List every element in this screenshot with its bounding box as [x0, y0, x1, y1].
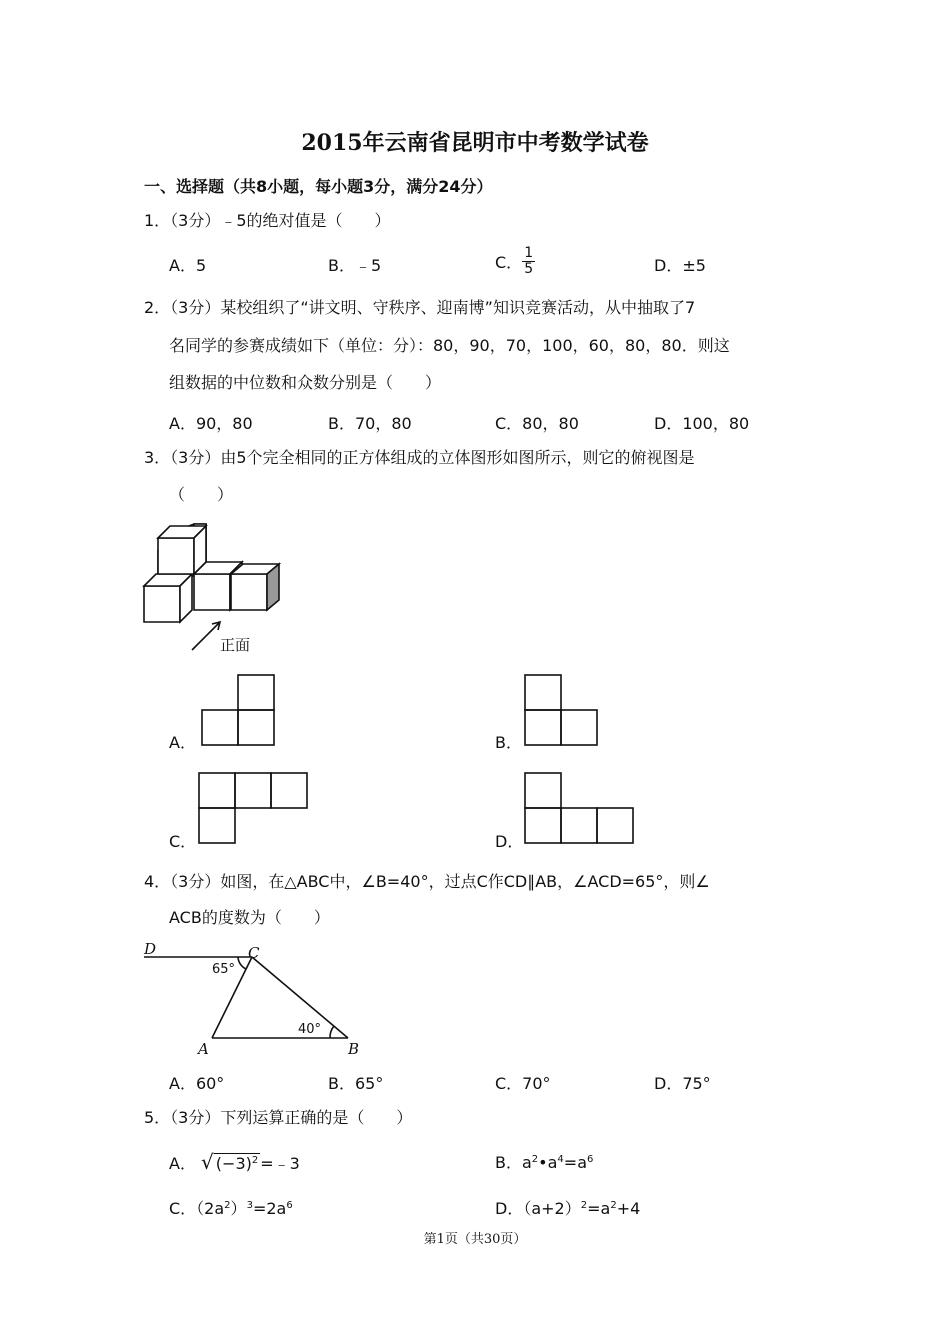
q1-option-b: B．﹣5 [328, 256, 382, 275]
fraction [522, 246, 535, 277]
q5-option-a-label: A． [169, 1154, 196, 1173]
q4-option-a: A．60° [169, 1074, 225, 1093]
q5-option-a-result: =﹣3 [260, 1154, 300, 1173]
question-4-line-1: 4．（3分）如图，在△ABC中，∠B=40°，过点C作CD∥AB，∠ACD=65°，则∠ [144, 872, 710, 891]
angle-arc-c [238, 957, 246, 969]
question-4-line-2: ACB的度数为（ ） [169, 908, 330, 927]
section-heading: 一、选择题（共8小题，每小题3分，满分24分） [144, 177, 493, 196]
q2-option-a: A．90，80 [169, 414, 253, 433]
angle-label-40: 40° [298, 1022, 322, 1037]
angle-label-65: 65° [212, 962, 236, 977]
fraction-numerator: 1 [524, 245, 534, 261]
q5-option-b: B．$a^2•a^4=a^6$ [495, 1153, 594, 1172]
front-arrow-icon [192, 622, 220, 650]
q3-option-b-figure [523, 674, 599, 746]
question-5-stem: 5．（3分）下列运算正确的是（ ） [144, 1108, 413, 1127]
q1-option-d: D．±5 [654, 256, 706, 275]
q3-option-a-figure [200, 674, 276, 746]
page-footer: 第1页（共30页） [423, 1232, 527, 1247]
radicand: $(-3)^2$ [215, 1154, 259, 1173]
fraction-denominator: 5 [524, 261, 534, 277]
q4-option-d: D．75° [654, 1074, 711, 1093]
q1-option-c-label: C． [495, 253, 523, 272]
q3-option-d-figure [523, 772, 635, 846]
q5-option-c: C．$(2a^2)^3=2a^6$ [169, 1199, 293, 1218]
angle-arc-b [330, 1026, 334, 1038]
question-2-line-2: 名同学的参赛成绩如下（单位：分）：80，90，70，100，60，80，80．则这 [169, 336, 730, 355]
front-label: 正面 [220, 636, 251, 654]
q1-option-a: A．5 [169, 256, 207, 275]
page-title: 2015年云南省昆明市中考数学试卷 [301, 130, 649, 156]
label-c: C [248, 944, 260, 962]
q3-option-a: A． [169, 733, 196, 752]
question-2-line-1: 2．（3分）某校组织了“讲文明、守秩序、迎南博”知识竞赛活动，从中抽取了7 [144, 298, 696, 317]
label-a: A [198, 1040, 209, 1058]
q4-option-b: B．65° [328, 1074, 384, 1093]
q2-option-c: C．80，80 [495, 414, 579, 433]
q2-option-b: B．70，80 [328, 414, 412, 433]
q3-option-d: D． [495, 832, 524, 851]
question-3-line-2: （ ） [169, 485, 234, 504]
q1-option-c [495, 246, 535, 277]
cube-solid-figure [140, 520, 290, 660]
q5-option-d: D．$(a+2)^2=a^2+4$ [495, 1199, 641, 1218]
question-3-line-1: 3．（3分）由5个完全相同的正方体组成的立体图形如图所示，则它的俯视图是 [144, 448, 695, 467]
q2-option-d: D．100，80 [654, 414, 750, 433]
q5-option-a [169, 1150, 300, 1174]
radical-icon: √ [201, 1150, 214, 1174]
label-b: B [348, 1040, 360, 1058]
q3-option-b: B． [495, 733, 522, 752]
q4-option-c: C．70° [495, 1074, 551, 1093]
question-1-stem: 1．（3分）﹣5的绝对值是（ ） [144, 211, 391, 230]
q3-option-c: C． [169, 832, 197, 851]
question-2-line-3: 组数据的中位数和众数分别是（ ） [169, 373, 442, 392]
q3-option-c-figure [197, 772, 309, 846]
label-d: D [144, 940, 157, 958]
